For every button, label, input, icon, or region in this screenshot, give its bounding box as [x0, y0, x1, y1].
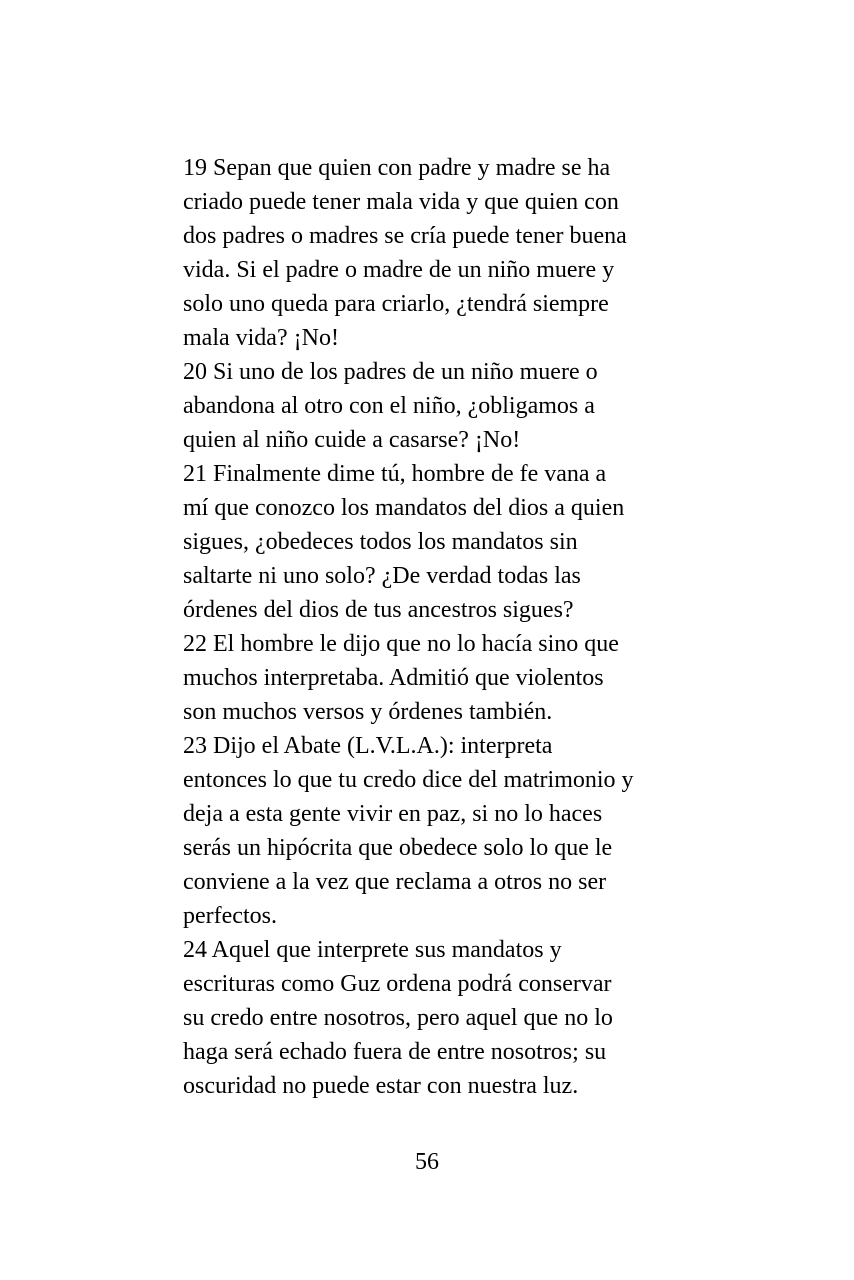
verse-20-line-2: abandona al otro con el niño, ¿obligamos a — [183, 393, 595, 419]
verse-22-line-2: muchos interpretaba. Admitió que violentos — [183, 665, 604, 691]
verse-21-line-5: órdenes del dios de tus ancestros sigues? — [183, 597, 574, 623]
verse-24-line-1: 24 Aquel que interprete sus mandatos y — [183, 937, 562, 963]
page-body — [183, 151, 683, 1103]
verse-23-line-5: conviene a la vez que reclama a otros no ser — [183, 869, 607, 895]
verse-19-line-3: dos padres o madres se cría puede tener buena — [183, 223, 627, 249]
verse-19-line-2: criado puede tener mala vida y que quien con — [183, 189, 619, 215]
verse-23-line-6: perfectos. — [183, 903, 277, 929]
verse-23-line-2: entonces lo que tu credo dice del matrimonio y — [183, 767, 634, 793]
verse-24-line-4: haga será echado fuera de entre nosotros; su — [183, 1039, 607, 1065]
verse-21-line-2: mí que conozco los mandatos del dios a quien — [183, 495, 625, 521]
verse-19-line-1: 19 Sepan que quien con padre y madre se ha — [183, 155, 611, 181]
verse-23-line-1: 23 Dijo el Abate (L.V.L.A.): interpreta — [183, 733, 553, 759]
page-number: 56 — [415, 1149, 439, 1175]
verse-19-line-5: solo uno queda para criarlo, ¿tendrá siempre — [183, 291, 609, 317]
verse-23-line-3: deja a esta gente vivir en paz, si no lo haces — [183, 801, 603, 827]
verse-21-line-4: saltarte ni uno solo? ¿De verdad todas las — [183, 563, 581, 589]
verse-22-line-3: son muchos versos y órdenes también. — [183, 699, 553, 725]
verse-21-line-1: 21 Finalmente dime tú, hombre de fe vana a — [183, 461, 607, 487]
verse-19-line-4: vida. Si el padre o madre de un niño muere y — [183, 257, 615, 283]
verse-20-line-3: quien al niño cuide a casarse? ¡No! — [183, 427, 521, 453]
verse-19-line-6: mala vida? ¡No! — [183, 325, 339, 351]
verse-21-line-3: sigues, ¿obedeces todos los mandatos sin — [183, 529, 578, 555]
verse-24-line-2: escrituras como Guz ordena podrá conservar — [183, 971, 612, 997]
verse-22-line-1: 22 El hombre le dijo que no lo hacía sino que — [183, 631, 619, 657]
verse-20-line-1: 20 Si uno de los padres de un niño muere o — [183, 359, 598, 385]
verse-23-line-4: serás un hipócrita que obedece solo lo que le — [183, 835, 613, 861]
verse-24-line-5: oscuridad no puede estar con nuestra luz. — [183, 1073, 579, 1099]
verse-24-line-3: su credo entre nosotros, pero aquel que no lo — [183, 1005, 613, 1031]
